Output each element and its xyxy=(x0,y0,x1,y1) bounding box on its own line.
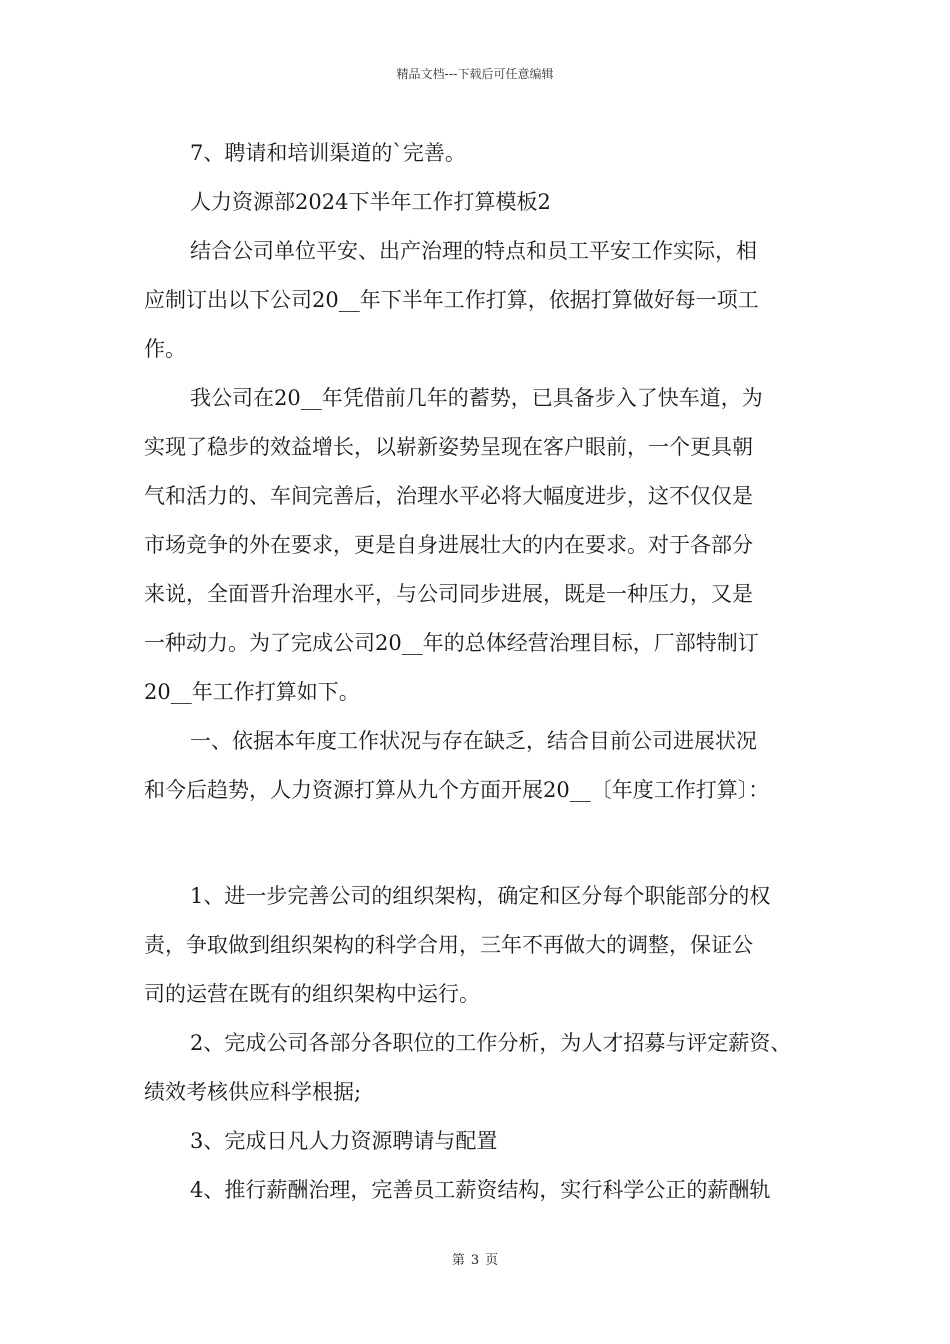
section-title: 人力资源部2024下半年工作打算模板2 xyxy=(190,190,551,214)
page-number: 3 xyxy=(470,1253,480,1268)
paragraph-line: 应制订出以下公司20__年下半年工作打算，依据打算做好每一项工 xyxy=(144,288,759,312)
page-footer xyxy=(0,1252,950,1270)
page-number-prefix: 第 xyxy=(451,1253,465,1268)
paragraph-line: 一、依据本年度工作状况与存在缺乏，结合目前公司进展状况 xyxy=(190,729,757,753)
page-number-suffix: 页 xyxy=(485,1253,499,1268)
list-item-line: 1、进一步完善公司的组织架构，确定和区分每个职能部分的权 xyxy=(190,884,771,908)
paragraph-line: 20__年工作打算如下。 xyxy=(144,680,360,704)
list-item-line: 4、推行薪酬治理，完善员工薪资结构，实行科学公正的薪酬轨 xyxy=(190,1178,771,1202)
paragraph-line: 作。 xyxy=(144,337,186,361)
paragraph-line: 实现了稳步的效益增长，以崭新姿势呈现在客户眼前，一个更具朝 xyxy=(144,435,753,459)
list-item-line: 司的运营在既有的组织架构中运行。 xyxy=(144,982,480,1006)
list-item-line: 绩效考核供应科学根据; xyxy=(144,1080,362,1104)
paragraph-line: 市场竞争的外在要求，更是自身进展壮大的内在要求。对于各部分 xyxy=(144,533,753,557)
paragraph-line: 我公司在20__年凭借前几年的蓄势，已具备步入了快车道，为 xyxy=(190,386,763,410)
paragraph-line: 来说，全面晋升治理水平，与公司同步进展，既是一种压力，又是 xyxy=(144,582,753,606)
paragraph-line: 7、聘请和培训渠道的`完善。 xyxy=(190,141,466,165)
paragraph-line: 一种动力。为了完成公司20__年的总体经营治理目标，厂部特制订 xyxy=(144,631,759,655)
paragraph-line: 和今后趋势，人力资源打算从九个方面开展20__〔年度工作打算〕： xyxy=(144,778,770,802)
list-item-line: 责，争取做到组织架构的科学合用，三年不再做大的调整，保证公 xyxy=(144,933,753,957)
paragraph-line: 气和活力的、车间完善后，治理水平必将大幅度进步，这不仅仅是 xyxy=(144,484,753,508)
paragraph-line: 结合公司单位平安、出产治理的特点和员工平安工作实际，相 xyxy=(190,239,757,263)
list-item-line: 3、完成日凡人力资源聘请与配置 xyxy=(190,1129,498,1153)
list-item-line: 2、完成公司各部分各职位的工作分析，为人才招募与评定薪资、 xyxy=(190,1031,792,1055)
page-header: 精品文档---下载后可任意编辑 xyxy=(396,67,554,81)
